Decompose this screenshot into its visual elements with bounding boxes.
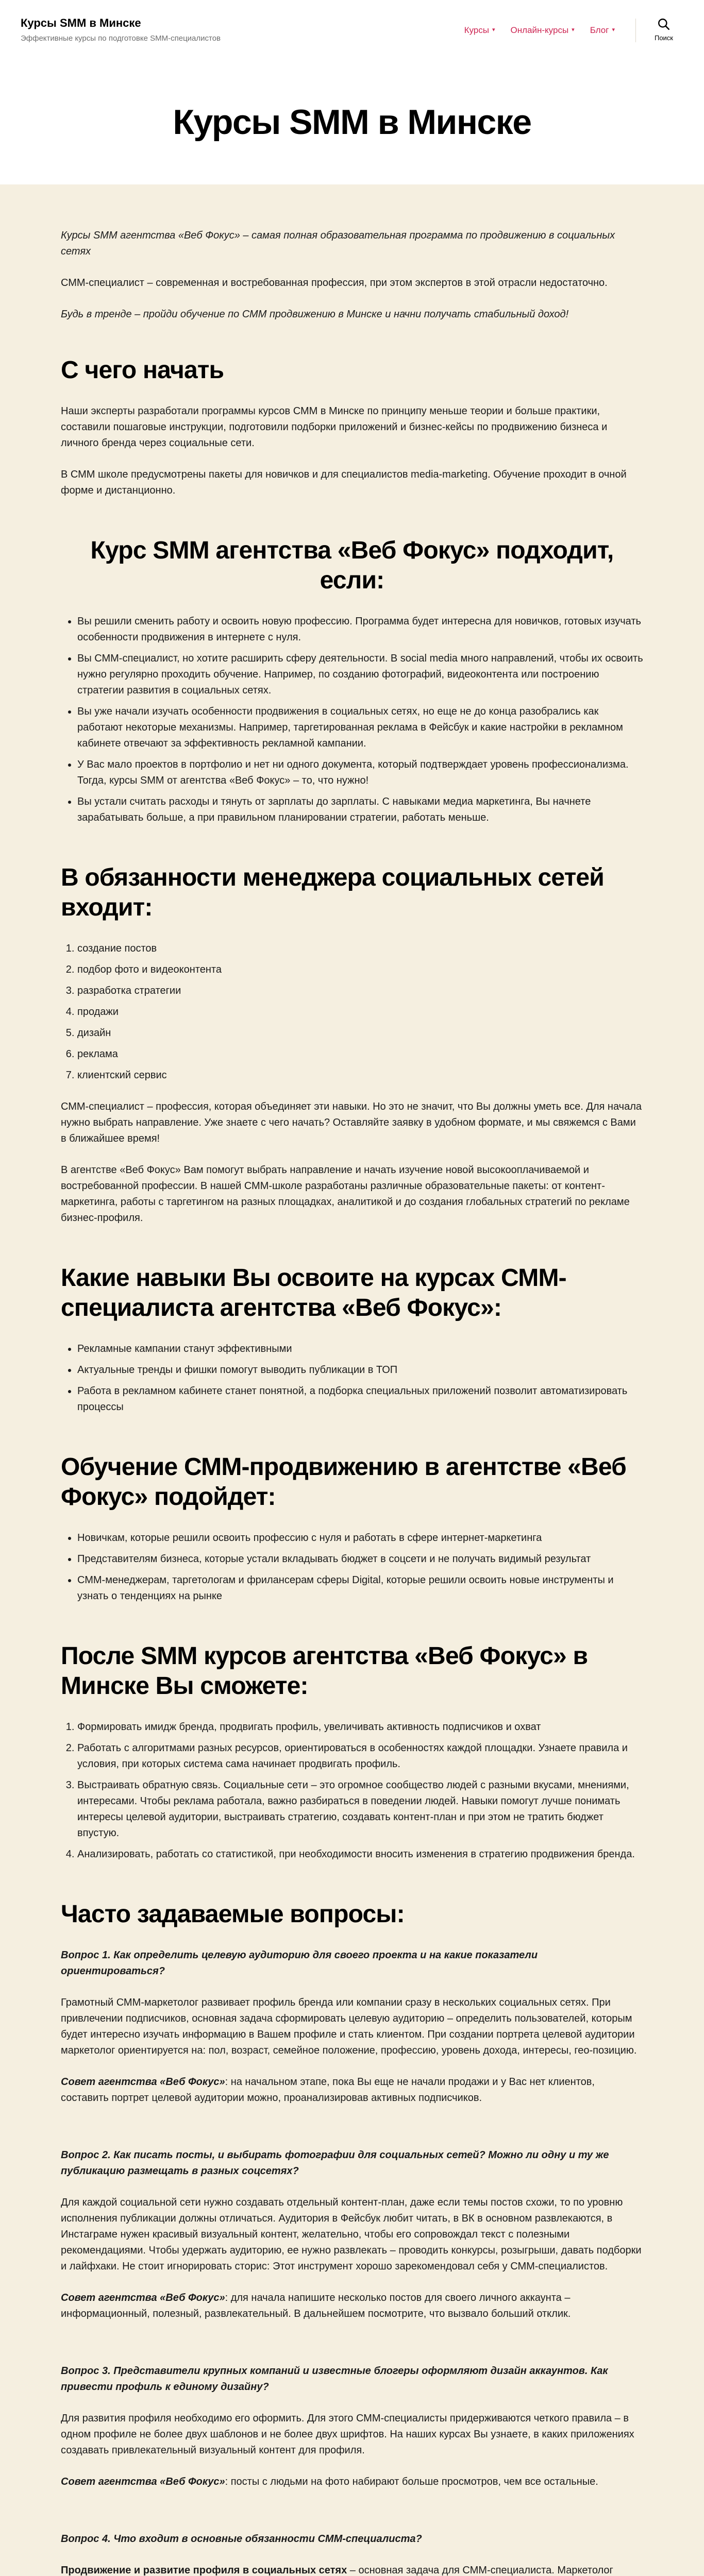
faq-question: Вопрос 2. Как писать посты, и выбирать фотографии для социальных сетей? Можно ли одну и ту же публикацию размещать в разных соцсетях?	[61, 2149, 609, 2177]
list-item: 5. дизайн	[77, 1025, 643, 1041]
fits-list	[77, 614, 643, 826]
section-heading-start: С чего начать	[61, 357, 224, 384]
list-item: 7. клиентский сервис	[77, 1067, 643, 1083]
list-item: 2. Работать с алгоритмами разных ресурсов, ориентироваться в особенностях каждой площадки. Узнаете правила и условия, при которых система сама начинает продвигать профиль.	[77, 1740, 643, 1772]
menu-item-courses[interactable]	[464, 24, 495, 37]
header-divider	[635, 19, 636, 42]
search-icon	[657, 18, 671, 31]
duties-list	[77, 941, 643, 1083]
faq-question: Вопрос 3. Представители крупных компаний и известные блогеры оформляют дизайн аккаунтов. Как привести профиль к единому дизайну?	[61, 2365, 608, 2393]
site-description: Эффективные курсы по подготовке SMM-специалистов	[21, 33, 221, 43]
menu-item-label: Курсы	[464, 25, 489, 35]
search-toggle-label: Поиск	[654, 33, 673, 42]
faq-spacer	[61, 2505, 643, 2531]
menu-item-label: Блог	[590, 25, 609, 35]
list-item: • Рекламные кампании станут эффективными	[77, 1341, 643, 1357]
faq-tip-text: : посты с людьми на фото набирают больше просмотров, чем все остальные.	[225, 2476, 598, 2487]
list-item: 6. реклама	[77, 1046, 643, 1062]
intro-paragraph: Будь в тренде – пройди обучение по СММ продвижению в Минске и начни получать стабильный доход!	[61, 309, 569, 320]
list-item: • Актуальные тренды и фишки помогут выводить публикации в ТОП	[77, 1362, 643, 1378]
list-item: 1. Формировать имидж бренда, продвигать профиль, увеличивать активность подписчиков и охват	[77, 1719, 643, 1735]
list-item: 3. разработка стратегии	[77, 983, 643, 999]
section-heading-fits: Курс SMM агентства «Веб Фокус» подходит, если:	[90, 536, 614, 595]
faq-question: Вопрос 1. Как определить целевую аудиторию для своего проекта и на какие показатели ориентироваться?	[61, 1949, 538, 1977]
faq-tip-lead: Совет агентства «Веб Фокус»	[61, 2292, 225, 2303]
list-item: 2. подбор фото и видеоконтента	[77, 962, 643, 978]
paragraph: В СММ школе предусмотрены пакеты для новичков и для специалистов media-marketing. Обучение проходит в очной форме и дистанционно.	[61, 468, 627, 496]
faq-answer-bold: Продвижение и развитие профиля в социальных сетях	[61, 2564, 347, 2576]
list-item: 1. создание постов	[77, 941, 643, 957]
faq-tip-lead: Совет агентства «Веб Фокус»	[61, 2076, 225, 2088]
section-heading-faq: Часто задаваемые вопросы:	[61, 1901, 405, 1928]
faq-question: Вопрос 4. Что входит в основные обязанности СММ-специалиста?	[61, 2533, 422, 2545]
faq-tip-lead: Совет агентства «Веб Фокус»	[61, 2476, 225, 2487]
section-heading-duties: В обязанности менеджера социальных сетей входит:	[61, 863, 605, 922]
list-item: • Вы устали считать расходы и тянуть от зарплаты до зарплаты. С навыками медиа маркетинга, Вы начнете зарабатывать больше, а при правильном планировании стратегии, работать меньше.	[77, 794, 643, 826]
faq-tip	[61, 2474, 643, 2490]
main-content	[0, 184, 704, 2576]
section-heading-after: После SMM курсов агентства «Веб Фокус» в Минске Вы сможете:	[61, 1642, 588, 1700]
intro-paragraph: СММ-специалист – современная и востребованная профессия, при этом экспертов в этой отрасли недостаточно.	[61, 277, 608, 289]
list-item: • СММ-менеджерам, таргетологам и фрилансерам сферы Digital, которые решили освоить новые инструменты и узнать о тенденциях на рынке	[77, 1572, 643, 1604]
list-item: • Вы СММ-специалист, но хотите расширить сферу деятельности. В social media много направлений, чтобы их освоить нужно регулярно проходить обучение. Например, по созданию фотографий, видеоконтента или построению стратегии развития в социальных сетях.	[77, 651, 643, 699]
primary-menu	[464, 24, 615, 37]
search-toggle-button[interactable]	[655, 18, 673, 43]
site-header	[0, 0, 704, 61]
list-item: • Вы решили сменить работу и освоить новую профессию. Программа будет интересна для новичков, готовых изучать особенности продвижения в интернете с нуля.	[77, 614, 643, 646]
intro-paragraph: Курсы SMM агентства «Веб Фокус» – самая полная образовательная программа по продвижению в социальных сетях	[61, 230, 615, 257]
paragraph: В агентстве «Веб Фокус» Вам помогут выбрать направление и начать изучение новой высокооплачиваемой и востребованной профессии. В нашей СММ-школе разработаны различные образовательные пакеты: от контент-маркетинга, работы с таргетингом на разных площадках, аналитикой и до создания глобальных стратегий по рекламе бизнес-профиля.	[61, 1164, 630, 1224]
section-heading-audience: Обучение СММ-продвижению в агентстве «Веб Фокус» подойдет:	[61, 1453, 627, 1511]
faq-spacer	[61, 2122, 643, 2147]
section-heading-skills: Какие навыки Вы освоите на курсах СММ-специалиста агентства «Веб Фокус»:	[61, 1264, 566, 1322]
list-item: • У Вас мало проектов в портфолио и нет ни одного документа, который подтверждает уровень профессионализма. Тогда, курсы SMM от агентства «Веб Фокус» – то, что нужно!	[77, 757, 643, 789]
paragraph: СММ-специалист – профессия, которая объединяет эти навыки. Но это не значит, что Вы должны уметь все. Для начала нужно выбрать направление. Уже знаете с чего начать? Оставляйте заявку в удобном формате, и мы свяжемся с Вами в ближайшее время!	[61, 1100, 642, 1144]
chevron-down-icon: ▾	[492, 27, 495, 33]
page-title: Курсы SMM в Минске	[173, 103, 531, 142]
faq-answer: Для каждой социальной сети нужно создавать отдельный контент-план, даже если темы постов схожи, то по уровню исполнения публикации должны отличаться. Аудитория в Фейсбук любит читать, в ВК в основном развлекаются, в Инстаграме нужен красивый визуальный контент, желательно, чтобы его сопровождал текст с полезными рекомендациями. Чтобы удержать аудиторию, ее нужно развлекать – проводить конкурсы, розыгрыши, давать подборки и лайфхаки. Не стоит игнорировать сторис: Этот инструмент хорошо зарекомендовал себя у СММ-специалистов.	[61, 2196, 642, 2272]
faq-tip-text: : для начала напишите несколько постов для своего личного аккаунта – информационный, полезный, развлекательный. В дальнейшем посмотрите, что вызвало больший отклик.	[61, 2292, 571, 2319]
after-list	[77, 1719, 643, 1862]
list-item: • Вы уже начали изучать особенности продвижения в социальных сетях, но еще не до конца разобрались как работают некоторые механизмы. Например, таргетированная реклама в Фейсбук и какие настройки в рекламном кабинете отвечают за эффективность рекламной кампании.	[77, 704, 643, 752]
faq-spacer	[61, 2337, 643, 2363]
menu-item-label: Онлайн-курсы	[510, 25, 569, 35]
list-item: • Представителям бизнеса, которые устали вкладывать бюджет в соцсети и не получать видимый результат	[77, 1551, 643, 1567]
faq-tip-text: : на начальном этапе, пока Вы еще не начали продажи и у Вас нет клиентов, составить портрет целевой аудитории можно, проанализировав активных подписчиков.	[61, 2076, 595, 2104]
entry-content	[61, 228, 643, 2576]
skills-list	[77, 1341, 643, 1415]
list-item: 3. Выстраивать обратную связь. Социальные сети – это огромное сообщество людей с разными вкусами, мнениями, интересами. Чтобы реклама работала, важно разбираться в поведении людей. Навыки помогут лучше понимать интересы целевой аудитории, выстраивать стратегию, создавать контент-план и при этом не тратить бюджет впустую.	[77, 1777, 643, 1841]
chevron-down-icon: ▾	[572, 27, 575, 33]
faq-tip	[61, 2290, 643, 2322]
header-right	[464, 18, 673, 43]
entry-header	[0, 61, 704, 184]
faq-answer: Грамотный СММ-маркетолог развивает профиль бренда или компании сразу в нескольких социальных сетях. При привлечении подписчиков, основная задача сформировать целевую аудиторию – определить пользователей, которым будет интересно изучать информацию в Вашем профиле и стать клиентом. При создании портрета целевой аудитории маркетолог ориентируется на: пол, возраст, семейное положение, профессию, уровень дохода, интересы, гео-позицию.	[61, 1996, 637, 2056]
list-item: • Работа в рекламном кабинете станет понятной, а подборка специальных приложений позволит автоматизировать процессы	[77, 1383, 643, 1415]
menu-item-blog[interactable]	[590, 24, 615, 37]
menu-item-online-courses[interactable]	[511, 24, 575, 37]
site-branding	[21, 16, 221, 44]
chevron-down-icon: ▾	[612, 27, 615, 33]
list-item: 4. продажи	[77, 1004, 643, 1020]
faq-answer	[61, 2563, 643, 2576]
faq-answer-text: – основная задача для СММ-специалиста. Маркетолог	[349, 2564, 613, 2576]
faq-tip	[61, 2074, 643, 2106]
list-item: • Новичкам, которые решили освоить профессию с нуля и работать в сфере интернет-маркетинга	[77, 1530, 643, 1546]
audience-list	[77, 1530, 643, 1604]
list-item: 4. Анализировать, работать со статистикой, при необходимости вносить изменения в стратегию продвижения бренда.	[77, 1846, 643, 1862]
paragraph: Наши эксперты разработали программы курсов СММ в Минске по принципу меньше теории и больше практики, составили пошаговые инструкции, подготовили подборки приложений и бизнес-кейсы по продвижению бизнеса и личного бренда через социальные сети.	[61, 405, 608, 449]
site-title[interactable]: Курсы SMM в Минске	[21, 16, 141, 30]
faq-answer: Для развития профиля необходимо его оформить. Для этого СММ-специалисты придерживаются четкого правила – в одном профиле не более двух шаблонов и не более двух шрифтов. На наших курсах Вы узнаете, в каких приложениях создавать привлекательный визуальный контент для профиля.	[61, 2412, 634, 2456]
